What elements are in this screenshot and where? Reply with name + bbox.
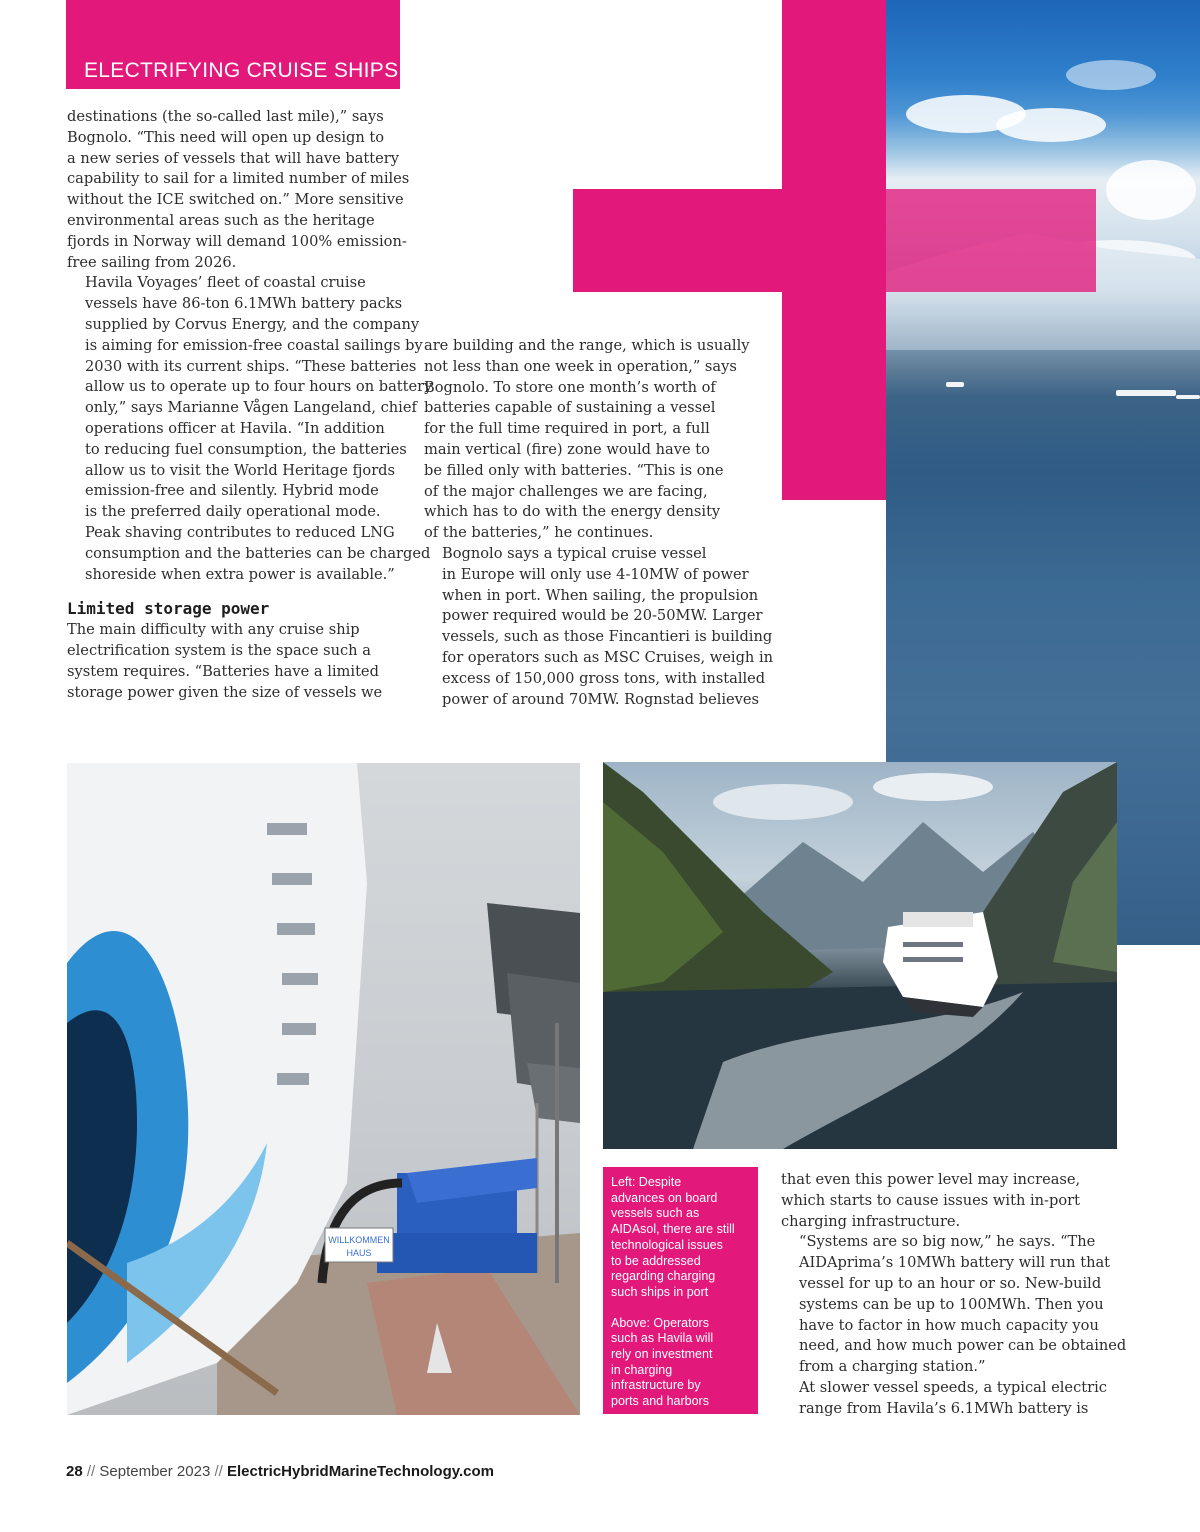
text-line: which starts to cause issues with in-port [781,1191,1080,1209]
text-line: supplied by Corvus Energy, and the company [85,315,420,333]
text-line: rely on investment [611,1347,713,1362]
section-title: ELECTRIFYING CRUISE SHIPS [84,59,399,82]
text-line: without the ICE switched on.” More sensitive [67,191,404,209]
text-line: charging infrastructure. [781,1212,961,1230]
text-line: power required would be 20-50MW. Larger [442,607,763,625]
text-line: environmental areas such as the heritage [67,211,375,229]
text-line: batteries capable of sustaining a vessel [424,399,716,417]
photo-caption [603,1167,758,1414]
text-line: emission-free and silently. Hybrid mode [85,482,379,500]
text-line: systems can be up to 100MWh. Then you [799,1295,1104,1313]
sign-text: WILLKOMMEN [328,1235,390,1245]
text-line: AIDAprima’s 10MWh battery will run that [799,1254,1111,1272]
text-line: have to factor in how much capacity you [799,1316,1099,1334]
page-number: 28 [66,1463,83,1480]
text-line: Bognolo. “This need will open up design to [67,128,385,146]
text-line: vessel for up to an hour or so. New-build [799,1274,1102,1292]
text-line: Bognolo says a typical cruise vessel [442,544,707,562]
text-line: destinations (the so-called last mile),” says [67,108,384,125]
text-line: allow us to operate up to four hours on battery [85,378,433,396]
text-line: consumption and the batteries can be charged [85,544,431,562]
paragraph [781,1170,1121,1232]
text-line: range from Havila’s 6.1MWh battery is [799,1399,1089,1417]
paragraph [67,273,433,585]
text-line: system requires. “Batteries have a limited [67,662,379,680]
text-line: from a charging station.” [799,1358,986,1376]
section-header [66,0,400,89]
paragraph [781,1378,1121,1420]
text-line: power of around 70MW. Rognstad believes [442,690,760,708]
photo-ship-fjord [603,762,1117,1149]
photo-ship-fjord-illustration [603,762,1117,1149]
text-line: only,” says Marianne Vågen Langeland, chief [85,399,417,417]
text-line: ports and harbors [611,1394,709,1409]
text-line: Bognolo. To store one month’s worth of [424,378,716,396]
text-line: such ships in port [611,1284,709,1299]
website-link[interactable]: ElectricHybridMarineTechnology.com [226,1463,494,1480]
text-line: to be addressed [611,1253,701,1268]
text-line: which has to do with the energy density [424,503,721,521]
text-line: storage power given the size of vessels we [67,683,383,701]
text-line: for the full time required in port, a full [424,420,710,438]
text-line: At slower vessel speeds, a typical electric [799,1378,1107,1396]
text-line: in Europe will only use 4-10MW of power [442,565,749,583]
text-line: fjords in Norway will demand 100% emission- [67,232,407,250]
text-line: to reducing fuel consumption, the batteries [85,440,407,458]
paragraph [424,544,774,710]
text-line: technological issues [611,1237,723,1252]
paragraph [424,336,764,544]
text-line: Peak shaving contributes to reduced LNG [85,523,395,541]
text-line: are building and the range, which is usually [424,337,750,354]
text-line: vessels have 86-ton 6.1MWh battery packs [85,295,403,313]
text-line: Havila Voyages’ fleet of coastal cruise [85,274,366,292]
text-line: vessels such as [611,1206,700,1221]
text-line: The main difficulty with any cruise ship [67,621,360,639]
text-line: not less than one week in operation,” says [424,357,737,375]
text-line: in charging [611,1362,673,1377]
caption-left [611,1175,758,1301]
text-line: allow us to visit the World Heritage fjords [85,461,396,479]
article-column-3 [781,1170,1127,1420]
footer-separator: // [214,1463,223,1480]
text-line: that even this power level may increase, [781,1171,1081,1188]
paragraph [67,620,407,703]
page-footer [66,1463,494,1480]
text-line: shoreside when extra power is available.” [85,565,395,583]
text-line: 2030 with its current ships. “These batteries [85,357,417,375]
text-line: operations officer at Havila. “In addition [85,419,385,437]
sign-text: HAUS [346,1248,372,1258]
text-line: of the major challenges we are facing, [424,482,708,500]
footer-separator: // [86,1463,96,1480]
text-line: when in port. When sailing, the propulsion [442,586,759,604]
text-line: “Systems are so big now,” he says. “The [799,1233,1096,1251]
text-line: is the preferred daily operational mode. [85,503,381,521]
photo-ship-charging [67,763,580,1415]
text-line: is aiming for emission-free coastal sailings by [85,336,423,354]
text-line: Above: Operators [611,1315,709,1330]
issue-date: September 2023 [99,1463,211,1480]
article-column-2 [424,336,774,710]
paragraph [781,1232,1127,1378]
paragraph [67,107,410,273]
text-line: regarding charging [611,1269,716,1284]
text-line: be filled only with batteries. “This is one [424,461,724,479]
text-line: need, and how much power can be obtained [799,1337,1127,1355]
text-line: of the batteries,” he continues. [424,524,654,542]
text-line: infrastructure by [611,1378,701,1393]
text-line: main vertical (fire) zone would have to [424,440,710,458]
subheading: Limited storage power [67,599,270,619]
photo-ship-charging-illustration [67,763,580,1415]
caption-above [611,1316,758,1410]
text-line: such as Havila will [611,1331,714,1346]
article-column-1 [67,107,433,704]
text-line: for operators such as MSC Cruises, weigh in [442,648,774,666]
text-line: AIDAsol, there are still [611,1222,735,1237]
pink-cross-horizontal [573,189,886,292]
text-line: Left: Despite [611,1175,682,1189]
text-line: a new series of vessels that will have battery [67,149,400,167]
text-line: free sailing from 2026. [67,253,237,271]
text-line: capability to sail for a limited number of miles [67,170,410,188]
text-line: excess of 150,000 gross tons, with installed [442,669,766,687]
text-line: vessels, such as those Fincantieri is building [442,628,773,646]
text-line: advances on board [611,1190,718,1205]
pink-cross-overlay [886,189,1096,292]
text-line: electrification system is the space such a [67,642,371,660]
